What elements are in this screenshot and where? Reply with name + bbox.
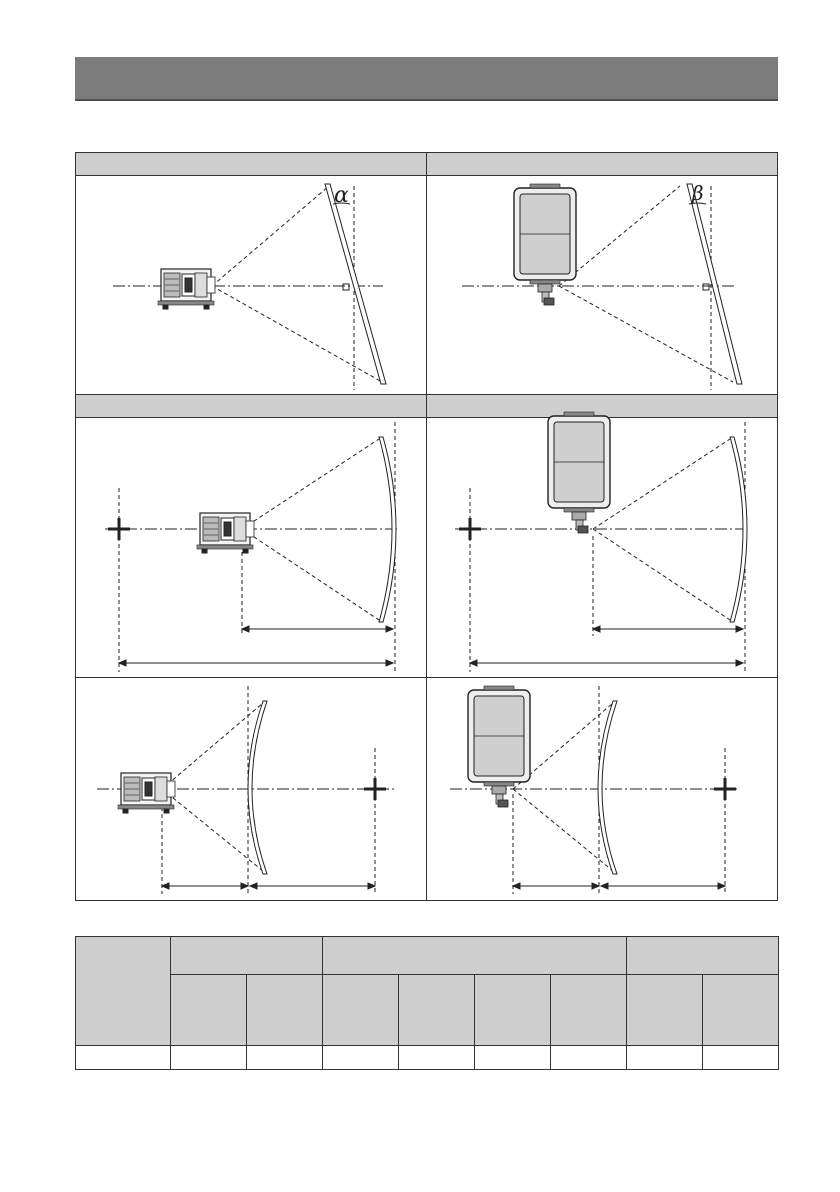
panel-header-mid-left [76,395,426,417]
diagram-tilt-top [462,181,742,390]
table-subheader [551,975,627,1046]
diagram-curved-side [105,422,397,672]
table-cell [551,1046,627,1070]
diagram-concave-side [97,686,397,894]
table-group-header-1 [171,937,323,975]
table-subheader [703,975,779,1046]
table-cell [247,1046,323,1070]
table-group-header-3 [627,937,779,975]
projection-diagrams [75,152,778,901]
installation-angle-figure [75,152,778,901]
table-row [76,1046,779,1070]
diagram-tilt-side [113,183,386,390]
table-subheader [627,975,703,1046]
beta-label: β [692,181,704,205]
diagram-curved-top [455,412,748,672]
diagram-concave-top [450,686,737,894]
table-cell [76,1046,171,1070]
table-cell [323,1046,399,1070]
table-cell [627,1046,703,1070]
table-cell [475,1046,551,1070]
table-subheader [399,975,475,1046]
table-cell [703,1046,779,1070]
table-subheader [247,975,323,1046]
alpha-label: α [334,183,349,208]
table-subheader [323,975,399,1046]
panel-header-top-left [76,153,426,175]
table-subheader [475,975,551,1046]
specification-table [75,936,779,1070]
panel-header-top-right [427,153,777,175]
section-title-bar [75,57,778,101]
table-header-corner [76,937,171,1046]
table-cell [399,1046,475,1070]
table-subheader [171,975,247,1046]
table-cell [171,1046,247,1070]
panel-header-mid-right [427,395,777,417]
table-group-header-2 [323,937,627,975]
